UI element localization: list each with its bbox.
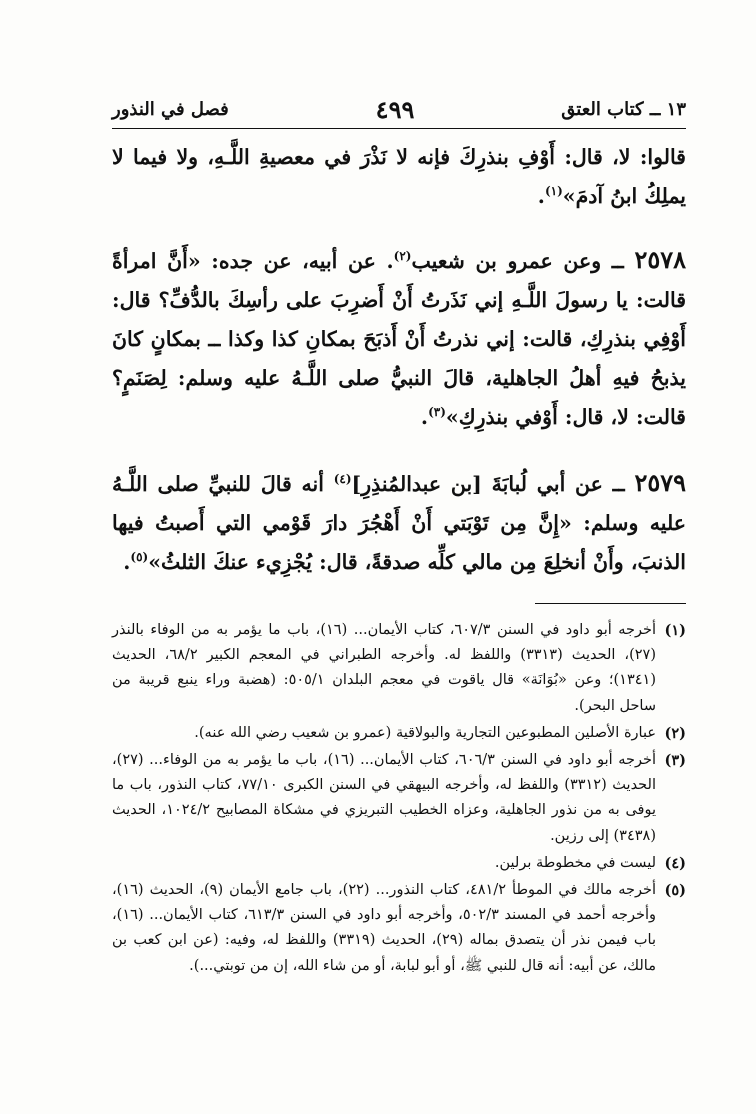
footnote-ref: (٣) bbox=[428, 405, 446, 420]
footnote-number: (١) bbox=[664, 622, 686, 639]
footnote-ref: (٢) bbox=[393, 249, 412, 264]
hadith-number: ٢٥٧٨ bbox=[634, 245, 686, 274]
footnote-number: (٣) bbox=[664, 752, 686, 770]
main-text bbox=[112, 138, 686, 608]
section-title: فصل في النذور bbox=[112, 98, 229, 120]
footnote-text: ليست في مخطوطة برلين. bbox=[494, 854, 656, 871]
footnote bbox=[112, 851, 686, 876]
footnote-text: أخرجه أبو داود في السنن ٦٠٦/٣، كتاب الأيمان... (١٦)، باب ما يؤمر به من الوفاء... (٢٧)، الحديث (٣٣١٢) واللفظ له، وأخرجه البيهقي في السنن الكبرى ٧٧/١٠، كتاب النذور، باب ما يوفى به من نذور الجاهلية، وعزاه الخطيب التبريزي في مشكاة المصابيح ١٠٢٤/٢، الحديث (٣٤٣٨) إلى رزين. bbox=[112, 752, 657, 844]
paragraph-text: قالوا: لا، قال: أَوْفِ بنذرِكَ فإنه لا نَذْرَ في معصيةِ اللَّـهِ، ولا فيما لا يملِكُ ابنُ آدمَ» bbox=[112, 145, 686, 208]
paragraph-text: ــ وعن عمرو بن شعيب bbox=[411, 249, 635, 273]
footnote-text: عبارة الأصلين المطبوعين التجارية والبولاقية (عمرو بن شعيب رضي الله عنه). bbox=[194, 724, 656, 741]
chapter-title: ١٣ ــ كتاب العتق bbox=[561, 98, 686, 120]
footnote-text: أخرجه أبو داود في السنن ٦٠٧/٣، كتاب الأيمان... (١٦)، باب ما يؤمر به من الوفاء بالنذر (٢٧)، الحديث (٣٣١٣) واللفظ له. وأخرجه الطبراني في المعجم الكبير ٦٨/٢، الحديث (١٣٤١)؛ وعن «بُوَانَة» قال ياقوت في معجم البلدان ٥٠٥/١: (هضبة وراء ينبع قريبة من ساحل البحر). bbox=[112, 622, 657, 714]
hadith-number: ٢٥٧٩ bbox=[634, 468, 687, 497]
hadith-2579 bbox=[112, 463, 686, 582]
punctuation: . bbox=[537, 184, 545, 208]
page-header bbox=[112, 92, 686, 126]
footnote-ref: (١) bbox=[544, 184, 563, 199]
page-number: ٤٩٩ bbox=[375, 94, 415, 124]
footnote-text: أخرجه مالك في الموطأ ٤٨١/٢، كتاب النذور... (٢٢)، باب جامع الأيمان (٩)، الحديث (١٦)، وأخرجه أحمد في المسند ٥٠٢/٣، وأخرجه أبو داود في السنن ٦١٣/٣، كتاب الأيمان... (١٦)، باب فيمن نذر أن يتصدق بماله (٢٩)، الحديث (٣٣١٩) واللفظ له، وفيه: (عن ابن كعب بن مالك، عن أبيه: أنه قال للنبي ﷺ، أو أبو لبابة، أو من شاء الله، إن من توبتي...). bbox=[112, 882, 656, 974]
punctuation: . bbox=[123, 550, 131, 574]
paragraph-text: أنه قالَ للنبيِّ صلى اللَّـهُ عليه وسلم: «إِنَّ مِن تَوْبَتي أَنْ أَهْجُرَ دارَ قَوْمي التي أَصبتُ فيها الذنبَ، وأَنْ أنخلِعَ مِن مالي كلِّه صدقةً، قال: يُجْزِيء عنكَ الثلثُ» bbox=[112, 472, 686, 574]
footnote bbox=[112, 721, 686, 746]
hadith-2578 bbox=[112, 240, 686, 437]
paragraph-text: ــ عن أبي لُبابَةَ [بن عبدالمُنذِرِ] bbox=[351, 472, 635, 496]
footnote-divider bbox=[535, 603, 686, 604]
footnote-number: (٥) bbox=[664, 882, 686, 900]
footnotes bbox=[112, 618, 686, 981]
header-divider bbox=[112, 128, 686, 129]
footnote-number: (٢) bbox=[664, 724, 686, 742]
footnote-ref: (٥) bbox=[130, 550, 149, 565]
footnote bbox=[112, 878, 686, 979]
hadith-continuation bbox=[112, 138, 686, 216]
paragraph-text: . عن أبيه، عن جده: «أَنَّ امرأةً قالت: يا رسولَ اللَّـهِ إني نَذَرتُ أَنْ أَضرِبَ على رأسِكَ بالدُّفِّ؟ قال: أَوْفِي بنذرِكِ، قالت: إني نذرتُ أَنْ أَذبَحَ بمكانِ كذا وكذا ــ بمكانٍ كانَ يذبحُ فيهِ أهلُ الجاهلية، قالَ النبيُّ صلى اللَّـهُ عليه وسلم: لِصَنَمٍ؟ قالت: لا، قال: أَوْفي بنذرِكِ» bbox=[112, 249, 686, 429]
footnote bbox=[112, 748, 686, 849]
footnote bbox=[112, 618, 686, 719]
footnote-ref: (٤) bbox=[333, 472, 352, 487]
footnote-number: (٤) bbox=[664, 854, 686, 872]
punctuation: . bbox=[420, 405, 429, 429]
